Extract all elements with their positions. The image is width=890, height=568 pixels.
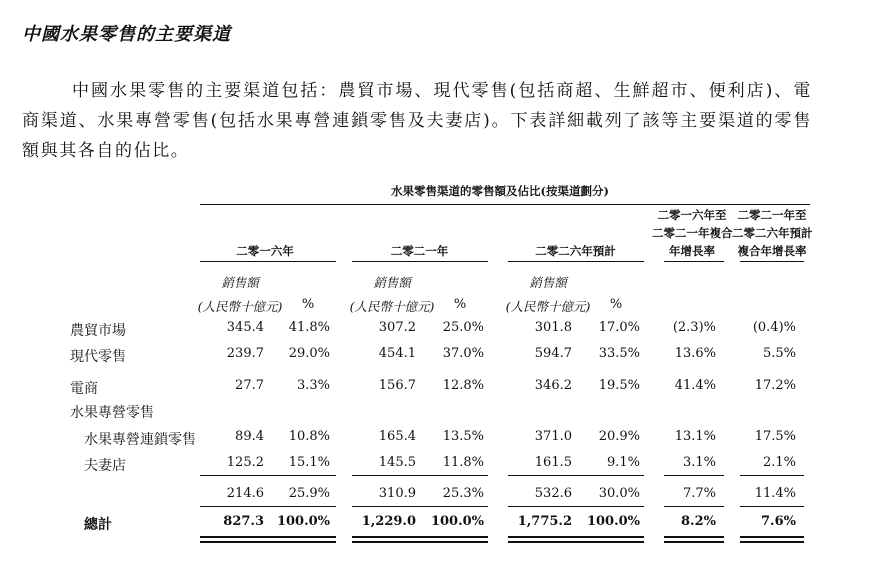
sub-unit-2021: (人民幣十億元) — [349, 299, 435, 314]
row-label-fruit-chain: 水果專營連鎖零售 — [84, 432, 196, 448]
table-cell: 11.4% — [754, 486, 796, 501]
double-rule-top — [508, 536, 644, 538]
table-cell: 214.6 — [226, 486, 264, 501]
table-cell: 15.1% — [288, 455, 330, 470]
table-cell: 100.0% — [586, 514, 640, 529]
double-rule-top — [740, 536, 804, 538]
table-cell: 1,229.0 — [361, 514, 416, 529]
table-cell: 145.5 — [378, 455, 416, 470]
table-cell: 7.6% — [761, 514, 796, 529]
double-rule-bottom — [740, 541, 804, 543]
table-cell: 165.4 — [378, 429, 416, 444]
cagr1-header-line2: 二零二一年複合 — [652, 226, 733, 240]
table-cell: 345.4 — [226, 320, 264, 335]
table-cell: 17.0% — [598, 320, 640, 335]
subtotal-rule — [664, 475, 724, 476]
double-rule-bottom — [508, 541, 644, 543]
double-rule-bottom — [352, 541, 488, 543]
table-cell: 89.4 — [235, 429, 264, 444]
double-rule-bottom — [664, 541, 724, 543]
subtotal-rule — [352, 475, 488, 476]
table-cell: 12.8% — [442, 378, 484, 393]
table-cell: 30.0% — [598, 486, 640, 501]
rule-2021 — [352, 261, 488, 262]
year-header-2021: 二零二一年 — [390, 244, 449, 258]
table-cell: 27.7 — [235, 378, 264, 393]
table-cell: 1,775.2 — [517, 514, 572, 529]
subtotal-rule — [740, 475, 804, 476]
rule-cagr2 — [740, 261, 804, 262]
total-rule — [352, 506, 488, 507]
subtotal-rule — [508, 475, 644, 476]
year-header-2026: 二零二六年預計 — [535, 244, 616, 258]
table-cell: 594.7 — [534, 346, 572, 361]
table-cell: 827.3 — [223, 514, 264, 529]
double-rule-top — [664, 536, 724, 538]
double-rule-bottom — [200, 541, 336, 543]
table-cell: 29.0% — [288, 346, 330, 361]
table-cell: 301.8 — [534, 320, 572, 335]
table-cell: 307.2 — [378, 320, 416, 335]
table-cell: 33.5% — [598, 346, 640, 361]
table-cell: 5.5% — [762, 346, 796, 361]
row-label-ecommerce: 電商 — [70, 381, 98, 397]
table-cell: 100.0% — [276, 514, 330, 529]
table-cell: 239.7 — [226, 346, 264, 361]
total-rule — [508, 506, 644, 507]
table-cell: 161.5 — [534, 455, 572, 470]
sub-pct-2021: % — [453, 297, 467, 312]
sub-pct-2016: % — [301, 297, 315, 312]
table-cell: 13.5% — [442, 429, 484, 444]
cagr1-header-line3: 年增長率 — [669, 244, 715, 258]
table-cell: 7.7% — [682, 486, 716, 501]
table-cell: 37.0% — [442, 346, 484, 361]
table-cell: 125.2 — [226, 455, 264, 470]
section-heading: 中國水果零售的主要渠道 — [22, 24, 231, 45]
total-rule — [664, 506, 724, 507]
table-cell: 100.0% — [430, 514, 484, 529]
cagr2-header-line3: 複合年增長率 — [737, 244, 807, 258]
rule-2026 — [508, 261, 644, 262]
title-rule — [200, 204, 810, 205]
double-rule-top — [352, 536, 488, 538]
table-cell: 346.2 — [534, 378, 572, 393]
sub-sales-2021: 銷售額 — [373, 275, 411, 290]
table-cell: 3.3% — [296, 378, 330, 393]
table-cell: 3.1% — [682, 455, 716, 470]
table-cell: 17.2% — [754, 378, 796, 393]
table-cell: 41.4% — [674, 378, 716, 393]
table-cell: 8.2% — [681, 514, 716, 529]
table-cell: 17.5% — [754, 429, 796, 444]
rule-2016 — [200, 261, 336, 262]
table-cell: 310.9 — [378, 486, 416, 501]
table-cell: 13.1% — [674, 429, 716, 444]
table-cell: 19.5% — [598, 378, 640, 393]
total-rule — [740, 506, 804, 507]
table-cell: 25.3% — [442, 486, 484, 501]
row-label-modern-retail: 現代零售 — [70, 349, 126, 365]
sub-sales-2026: 銷售額 — [529, 275, 567, 290]
table-cell: 9.1% — [606, 455, 640, 470]
sub-pct-2026: % — [609, 297, 623, 312]
table-cell: 25.9% — [288, 486, 330, 501]
table-cell: 532.6 — [534, 486, 572, 501]
table-cell: 371.0 — [534, 429, 572, 444]
table-cell: 11.8% — [442, 455, 484, 470]
year-header-2016: 二零一六年 — [236, 244, 294, 258]
table-cell: 25.0% — [442, 320, 484, 335]
table-cell: 10.8% — [288, 429, 330, 444]
rule-cagr1 — [664, 261, 724, 262]
cagr2-header-line2: 二零二六年預計 — [732, 226, 813, 240]
sub-unit-2026: (人民幣十億元) — [505, 299, 591, 314]
row-label-fruit-specialty: 水果專營零售 — [70, 405, 154, 421]
table-cell: (0.4)% — [752, 320, 796, 335]
table-cell: 13.6% — [674, 346, 716, 361]
subtotal-rule — [200, 475, 336, 476]
table-cell: 156.7 — [378, 378, 416, 393]
table-cell: 41.8% — [288, 320, 330, 335]
cagr2-header-line1: 二零二一年至 — [737, 208, 807, 222]
table-cell: (2.3)% — [672, 320, 716, 335]
total-rule — [200, 506, 336, 507]
row-label-mom-pop: 夫妻店 — [84, 458, 126, 474]
double-rule-top — [200, 536, 336, 538]
row-label-farmers-market: 農貿市場 — [70, 323, 126, 339]
intro-paragraph: 中國水果零售的主要渠道包括：農貿市場、現代零售(包括商超、生鮮超市、便利店)、電商渠道、水果專營零售(包括水果專營連鎖零售及夫妻店)。下表詳細載列了該等主要渠道的零售額與其各自的佔比。 — [22, 81, 812, 161]
table-cell: 2.1% — [762, 455, 796, 470]
sub-sales-2016: 銷售額 — [221, 275, 259, 290]
table-cell: 454.1 — [378, 346, 416, 361]
cagr1-header-line1: 二零一六年至 — [657, 208, 727, 222]
sub-unit-2016: (人民幣十億元) — [197, 299, 283, 314]
table-cell: 20.9% — [598, 429, 640, 444]
row-label-total: 總計 — [84, 517, 112, 533]
table-title: 水果零售渠道的零售額及佔比(按渠道劃分) — [391, 184, 609, 198]
